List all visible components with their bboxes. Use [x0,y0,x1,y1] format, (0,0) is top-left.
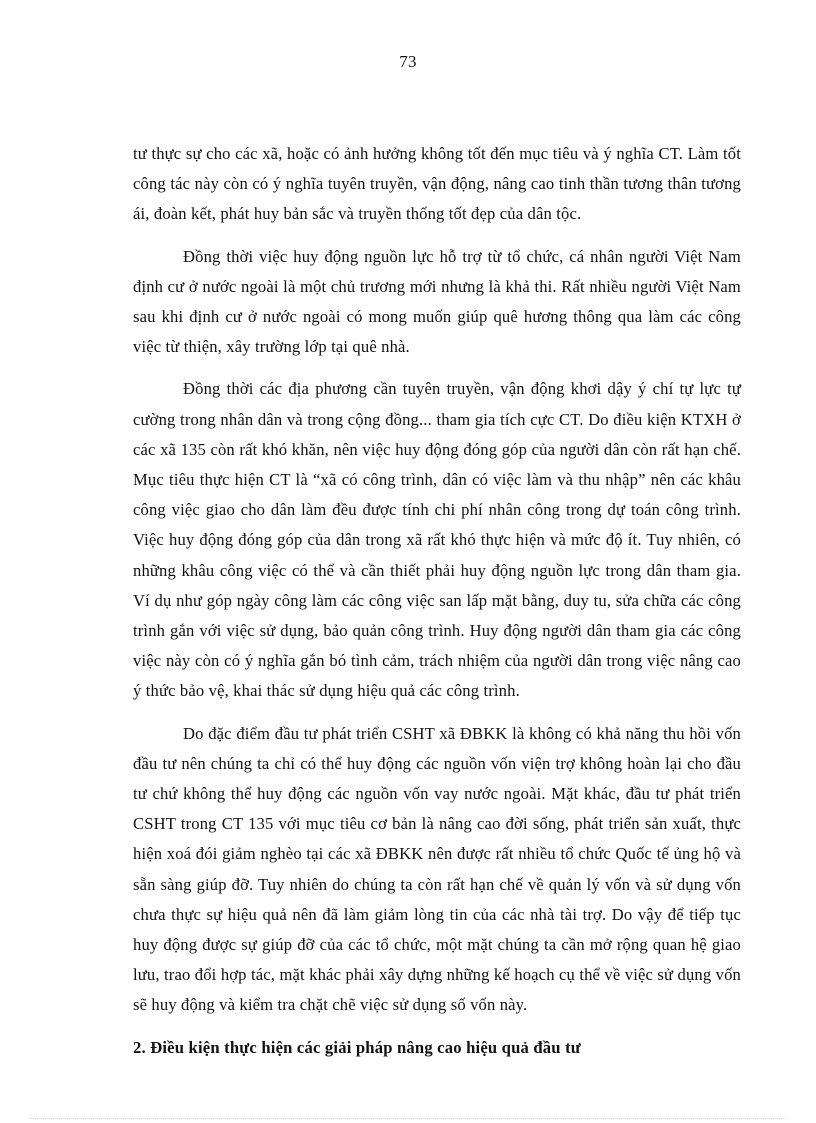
paragraph-continuation: tư thực sự cho các xã, hoặc có ảnh hưởng không tốt đến mục tiêu và ý nghĩa CT. Làm tốt công tác này còn có ý nghĩa tuyên truyền, vận động, nâng cao tinh thần tương thân tương ái, đoàn kết, phát huy bản sắc và truyền thống tốt đẹp của dân tộc. [133,144,741,224]
body-text [133,139,741,1063]
page-number: 73 [399,52,417,71]
page-bottom-divider [30,1118,786,1119]
paragraph-international-aid: Do đặc điểm đầu tư phát triển CSHT xã ĐBKK là không có khả năng thu hồi vốn đầu tư nên chúng ta chỉ có thể huy động các nguồn vốn viện trợ không hoàn lại cho đầu tư chứ không thể huy động các nguồn vốn vay nước ngoài. Mặt khác, đầu tư phát triển CSHT trong CT 135 với mục tiêu cơ bản là nâng cao đời sống, phát triển sản xuất, thực hiện xoá đói giảm nghèo tại các xã ĐBKK nên được rất nhiều tổ chức Quốc tế ủng hộ và sẵn sàng giúp đỡ. Tuy nhiên do chúng ta còn rất hạn chế về quản lý vốn và sử dụng vốn chưa thực sự hiệu quả nên đã làm giảm lòng tin của các nhà tài trợ. Do vậy để tiếp tục huy động được sự giúp đỡ của các tổ chức, một mặt chúng ta cần mở rộng quan hệ giao lưu, trao đổi hợp tác, mặt khác phải xây dựng những kế hoạch cụ thể về việc sử dụng vốn sẽ huy động và kiểm tra chặt chẽ việc sử dụng số vốn này. [133,723,741,1015]
paragraph-overseas-vietnamese: Đồng thời việc huy động nguồn lực hỗ trợ từ tổ chức, cá nhân người Việt Nam định cư ở nước ngoài là một chủ trương mới nhưng là khả thi. Rất nhiều người Việt Nam sau khi định cư ở nước ngoài có mong muốn giúp quê hương thông qua làm các công việc từ thiện, xây trường lớp tại quê nhà. [133,246,741,357]
section-heading: 2. Điều kiện thực hiện các giải pháp nâng cao hiệu quả đầu tư [133,1037,581,1057]
paragraph-local-mobilization: Đồng thời các địa phương cần tuyên truyền, vận động khơi dậy ý chí tự lực tự cường trong nhân dân và trong cộng đồng... tham gia tích cực CT. Do điều kiện KTXH ở các xã 135 còn rất khó khăn, nên việc huy động đóng góp của người dân còn rất hạn chế. Mục tiêu thực hiện CT là “xã có công trình, dân có việc làm và thu nhập” nên các khâu công việc giao cho dân làm đều được tính chi phí nhân công trong dự toán công trình. Việc huy động đóng góp của dân trong xã rất khó thực hiện và mức độ ít. Tuy nhiên, có những khâu công việc có thể và cần thiết phải huy động nguồn lực trong dân tham gia. Ví dụ như góp ngày công làm các công việc san lấp mặt bằng, duy tu, sửa chữa các công trình gắn với việc sử dụng, bảo quản công trình. Huy động người dân tham gia các công việc này còn có ý nghĩa gắn bó tình cảm, trách nhiệm của người dân trong việc nâng cao ý thức bảo vệ, khai thác sử dụng hiệu quả các công trình. [133,379,741,701]
